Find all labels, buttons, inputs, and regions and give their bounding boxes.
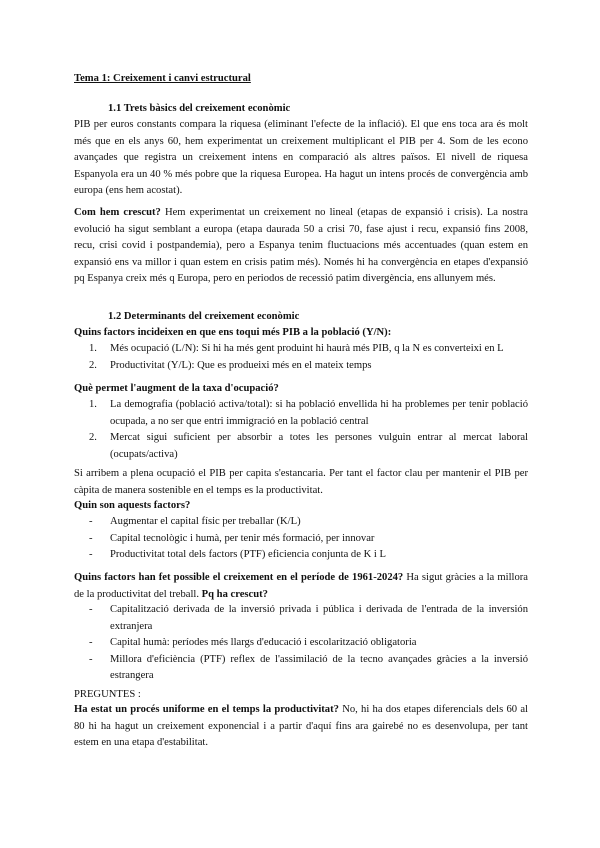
paragraph-text: Ha sigut gràcies a la millora de la productivitat del treball.	[74, 572, 528, 600]
list-number: 2.	[89, 432, 97, 443]
list-dash: -	[89, 549, 93, 560]
list-item: 1. Més ocupació (L/N): Si hi ha més gent produint hi haurà més PIB, q la N es converteixi en L	[74, 341, 528, 358]
list-item: 1. La demografia (població activa/total): si ha població envellida hi ha problemes per tenir població ocupada, a no ser que entri immigració en la població central	[89, 399, 528, 427]
bold-question: Quins factors han fet possible el creixement en el període de 1961-2024?	[74, 572, 404, 583]
list-dash: -	[89, 653, 93, 665]
list-item: - Productivitat total dels factors (PTF) eficiencia conjunta de K i L	[74, 547, 528, 564]
list-item: - Augmentar el capital físic per treballar (K/L)	[74, 514, 528, 531]
bold-question: Pq ha crescut?	[201, 588, 268, 600]
document-title: Tema 1: Creixement i canvi estructural	[74, 73, 251, 84]
list-item: - Capitalització derivada de la inversió privada i pública i derivada de l'entrada de la inversión extranjera	[89, 604, 528, 632]
section-heading-1-1: 1.1 Trets bàsics del creixement econòmic	[108, 103, 291, 114]
creixement-factors-list	[74, 602, 528, 685]
list-item: 2. Mercat sigui suficient per absorbir a totes les persones vulguin entrar al mercat laboral (ocupats/activa)	[89, 432, 528, 460]
list-item: - Capital tecnològic i humà, per tenir més formació, per innovar	[74, 531, 528, 548]
list-number: 2.	[89, 359, 97, 371]
list-dash: -	[89, 604, 93, 615]
bold-question: Com hem crescut?	[74, 207, 161, 218]
paragraph-text: Hem experimentat un creixement no lineal (etapas de expansió i crisis). La nostra evolució ha sigut semblant a europa (etapa daurada 50 a crisi 70, fase ajust i recu, expansió fins 2008, recu, crisi covid i postpandemia), pero a Espanya tenim fluctuacions més accentuades (quan estem en expansió ens va millor i quan estem en crisis patim més). Només hi ha convergència en etapes d'expansió pq Espanya creix més q Europa, pero en periodos de recessió patim divergència, ens allunyem més.	[74, 207, 528, 284]
paragraph-pib: PIB per euros constants compara la riquesa (eliminant l'efecte de la inflació). El que ens toca ara és molt més que en els anys 60, hem experimentat un creixement multiplicant el PIB per 4. Som de les econo avançades que registra un creixement intens en comparació als altres països. El nivell de riquesa Espanyola era un 40 % més pobre que la riquesa Europea. Ha hagut un intens procés de convergència amb europa (ens hem acostat).	[74, 119, 528, 196]
list-item: 2. Productivitat (Y/L): Que es produeixi més en el mateix temps	[74, 358, 528, 375]
question-factors-pib: Quins factors incideixen en que ens toqui més PIB a la població (Y/N):	[74, 327, 392, 338]
bold-question: Ha estat un procés uniforme en el temps la productivitat?	[74, 704, 339, 715]
paragraph-text: No, hi ha dos etapes diferencials dels 60 al 80 hi ha hagut un creixement exponencial i a partir d'aquí fins ara gairebé no es desenvolupa, per tant estem en una etapa d'estabilitat.	[74, 704, 528, 748]
list-number: 1.	[89, 343, 97, 354]
list-dash: -	[89, 637, 93, 648]
list-dash: -	[89, 516, 93, 527]
factors-pib-list	[74, 341, 528, 374]
list-item: - Capital humà: períodes més llargs d'educació i escolarització obligatoria	[74, 635, 528, 652]
paragraph-creixement-1961-2024	[74, 570, 528, 603]
section-heading-1-2: 1.2 Determinants del creixement econòmic	[108, 311, 300, 322]
list-dash: -	[89, 532, 93, 544]
list-number: 1.	[89, 399, 97, 410]
question-quins-factors: Quin son aquests factors?	[74, 500, 191, 511]
factors-list	[74, 514, 528, 564]
preguntes-label: PREGUNTES :	[74, 689, 141, 700]
paragraph-plena-ocupacio: Si arribem a plena ocupació el PIB per capita s'estancaria. Per tant el factor clau per mantenir el PIB per càpita de manera sostenible en el temps es la productivitat.	[74, 468, 528, 496]
list-item: - Millora d'eficiència (PTF) reflex de l'assimilació de la tecno avançades gràcies a la inversió estrangera	[89, 653, 528, 681]
paragraph-productivitat	[74, 702, 528, 752]
paragraph-com-hem-crescut	[74, 205, 528, 288]
taxa-ocupacio-list	[74, 397, 528, 463]
question-taxa-ocupacio: Què permet l'augment de la taxa d'ocupació?	[74, 383, 279, 394]
